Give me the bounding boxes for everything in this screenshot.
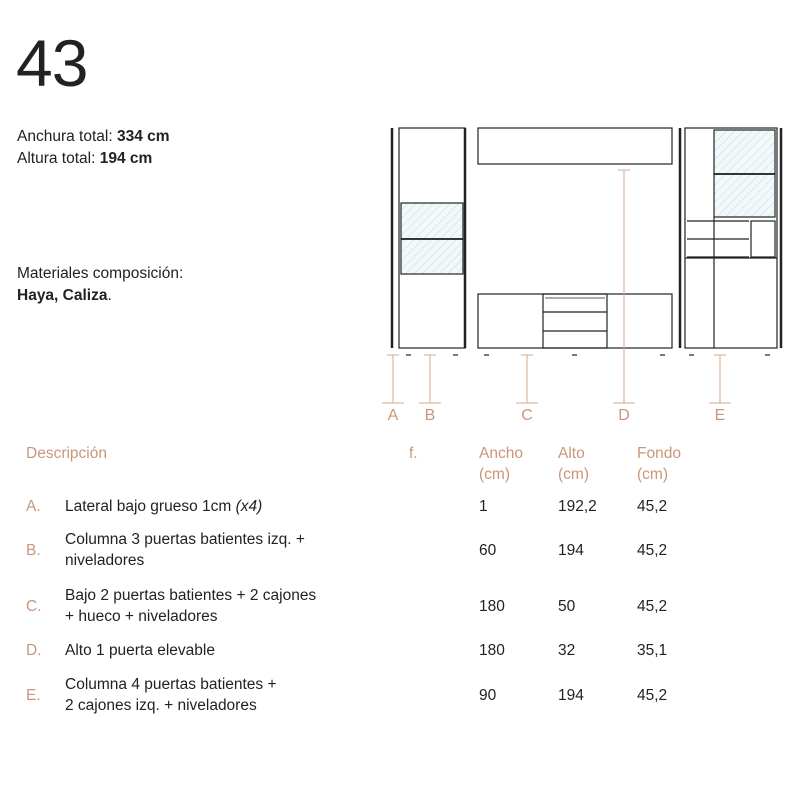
row-ancho: 60 (479, 542, 497, 559)
materials-suffix: . (107, 287, 112, 304)
row-description-quantity: (x4) (235, 498, 263, 515)
materials-value: Haya, Caliza (17, 287, 108, 304)
row-description (65, 496, 262, 517)
row-ancho: 90 (479, 687, 497, 704)
row-alto: 194 (558, 542, 584, 559)
row-description-line2: niveladores (65, 552, 145, 569)
header-fondo-unit: (cm) (637, 466, 668, 483)
row-ancho: 1 (479, 498, 488, 515)
row-description (65, 529, 305, 571)
callout-c: C (521, 407, 533, 424)
row-description-line1: Bajo 2 puertas batientes + 2 cajones (65, 587, 317, 604)
header-ancho-label: Ancho (479, 445, 523, 462)
header-alto (558, 443, 589, 485)
callout-e: E (714, 407, 726, 424)
row-alto: 32 (558, 642, 576, 659)
callout-d: D (618, 407, 630, 424)
total-height-value: 194 cm (99, 150, 153, 167)
row-description-line2: 2 cajones izq. + niveladores (65, 697, 257, 714)
row-description-line1: Columna 3 puertas batientes izq. + (65, 531, 305, 548)
row-letter: A. (26, 498, 41, 515)
total-width-value: 334 cm (116, 128, 170, 145)
header-alto-label: Alto (558, 445, 585, 462)
row-alto: 192,2 (558, 498, 597, 515)
column-module-e (680, 128, 781, 348)
column-module-b (392, 128, 465, 348)
row-fondo: 45,2 (637, 542, 668, 559)
row-alto: 50 (558, 598, 576, 615)
row-fondo: 35,1 (637, 642, 668, 659)
total-height-label: Altura total: (17, 150, 100, 167)
row-letter: B. (26, 542, 41, 559)
header-fondo-label: Fondo (637, 445, 681, 462)
header-descripcion: Descripción (26, 445, 107, 462)
row-description-line2: + hueco + niveladores (65, 608, 218, 625)
composition-number: 43 (16, 26, 88, 100)
callout-b: B (424, 407, 436, 424)
row-description: Alto 1 puerta elevable (65, 642, 215, 659)
materials-label: Materiales composición: (17, 265, 184, 282)
row-letter: D. (26, 642, 42, 659)
row-ancho: 180 (479, 642, 505, 659)
header-fondo (637, 443, 681, 485)
row-fondo: 45,2 (637, 687, 668, 704)
total-width-label: Anchura total: (17, 128, 117, 145)
row-letter: C. (26, 598, 42, 615)
header-f: f. (409, 445, 418, 462)
row-description (65, 674, 277, 716)
low-unit-c (478, 294, 672, 348)
row-description (65, 585, 316, 627)
callout-a: A (387, 407, 399, 424)
row-fondo: 45,2 (637, 598, 668, 615)
row-ancho: 180 (479, 598, 505, 615)
top-unit-d (478, 128, 672, 164)
row-letter: E. (26, 687, 41, 704)
row-alto: 194 (558, 687, 584, 704)
header-ancho (479, 443, 523, 485)
header-ancho-unit: (cm) (479, 466, 510, 483)
row-description-text: Lateral bajo grueso 1cm (65, 498, 236, 515)
row-fondo: 45,2 (637, 498, 668, 515)
row-description-line1: Columna 4 puertas batientes + (65, 676, 277, 693)
header-alto-unit: (cm) (558, 466, 589, 483)
